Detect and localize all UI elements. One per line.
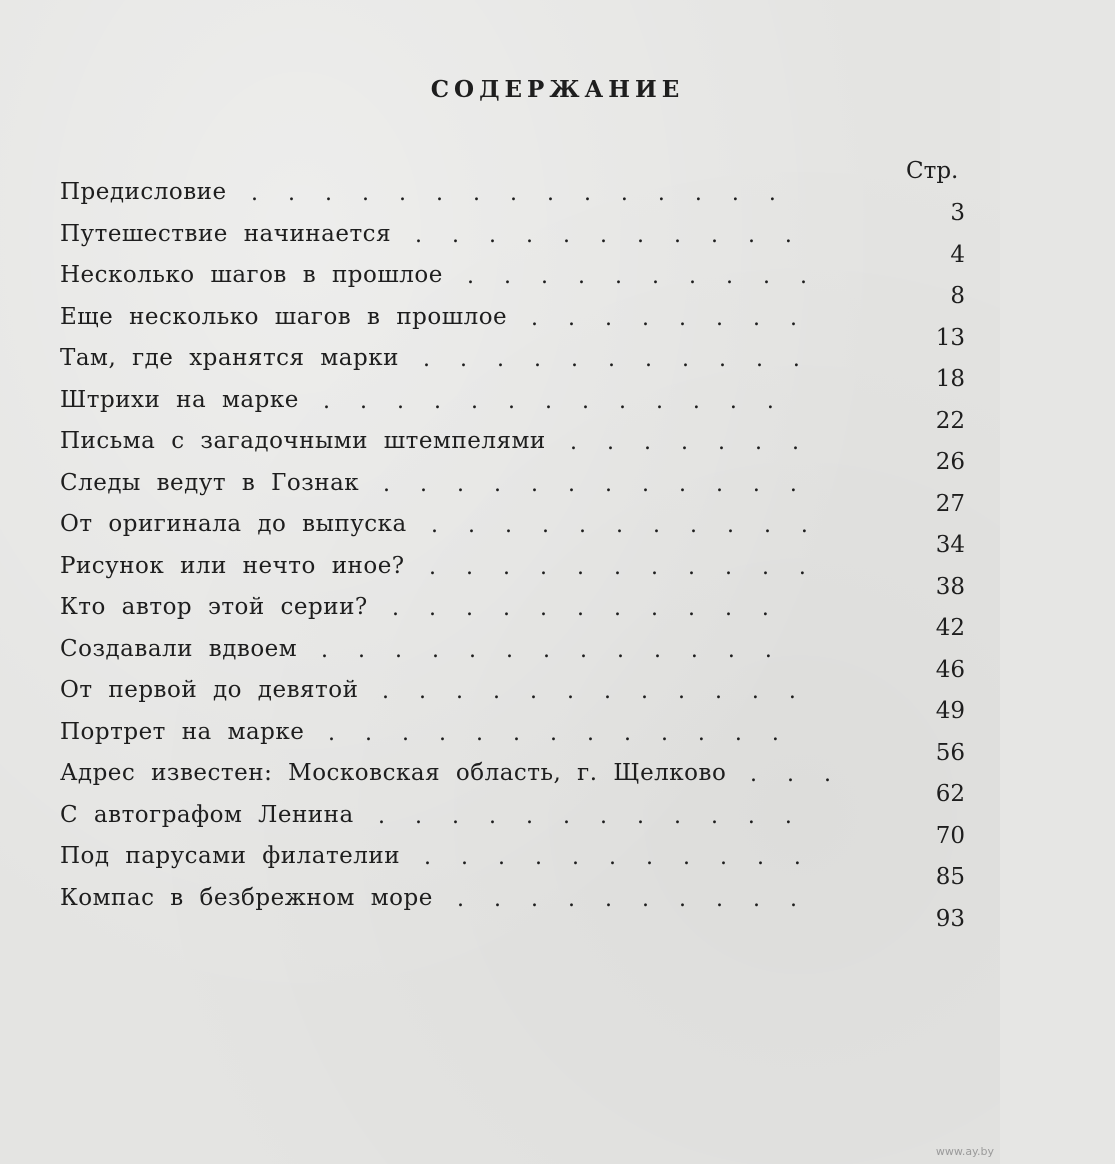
toc-entry [60, 421, 965, 475]
toc-entry-page: 46 [935, 656, 965, 683]
table-of-contents [60, 172, 965, 932]
toc-entry [60, 753, 965, 807]
toc-entry [60, 546, 965, 600]
toc-entry-page: 38 [935, 573, 965, 600]
toc-entry-title: Портрет на марке [60, 718, 305, 745]
toc-entry [60, 255, 965, 309]
toc-entry-page: 49 [935, 698, 965, 724]
toc-dot-leader: ........ [531, 305, 827, 331]
toc-entry-page: 62 [935, 781, 965, 807]
toc-entry-title: Штрихи на марке [60, 386, 299, 413]
toc-entry [60, 172, 965, 226]
toc-dot-leader: ............ [382, 679, 826, 704]
toc-dot-leader: ............ [378, 803, 822, 829]
toc-entry [60, 380, 965, 434]
toc-entry-page: 4 [950, 241, 965, 268]
toc-dot-leader: ............. [321, 637, 802, 663]
toc-entry-page: 85 [935, 864, 965, 890]
toc-entry-title: Рисунок или нечто иное? [60, 552, 405, 579]
toc-entry-title: Под парусами филателии [60, 843, 401, 869]
watermark: www.ay.by [935, 1145, 994, 1158]
toc-dot-leader: ............. [328, 720, 809, 746]
toc-dot-leader: ........... [429, 554, 836, 580]
toc-entry-page: 18 [935, 366, 965, 392]
toc-entry-page: 13 [935, 324, 965, 351]
toc-entry-title: С автографом Ленина [60, 801, 354, 828]
toc-entry [60, 587, 965, 641]
toc-entry-title: Адрес известен: Московская область, г. Щелково [60, 760, 727, 786]
toc-dot-leader: .......... [467, 264, 837, 289]
toc-dot-leader: ............. [323, 388, 804, 414]
toc-entry-title: Там, где хранятся марки [60, 345, 399, 371]
toc-entry-page: 93 [935, 905, 965, 932]
toc-entry-page: 22 [935, 407, 965, 434]
toc-entry-title: Создавали вдвоем [60, 635, 298, 662]
toc-dot-leader: ............ [383, 471, 827, 497]
toc-entry [60, 504, 965, 558]
toc-entry-page: 8 [950, 283, 965, 309]
page-title: СОДЕРЖАНИЕ [430, 76, 685, 103]
toc-entry-title: Несколько шагов в прошлое [60, 262, 443, 288]
toc-entry [60, 670, 965, 724]
toc-entry-title: Еще несколько шагов в прошлое [60, 303, 508, 330]
toc-entry [60, 836, 965, 890]
toc-entry [60, 463, 965, 517]
toc-entry-page: 70 [935, 822, 965, 849]
page-column-header: Стр. [906, 158, 959, 184]
toc-entry-page: 26 [935, 449, 965, 475]
toc-entry-title: От оригинала до выпуска [60, 511, 407, 537]
toc-entry-page: 56 [935, 739, 965, 766]
toc-entry [60, 214, 965, 268]
toc-entry [60, 878, 965, 932]
toc-entry [60, 297, 965, 351]
toc-dot-leader: .......... [457, 886, 827, 912]
toc-entry-title: Кто автор этой серии? [60, 594, 368, 620]
toc-dot-leader: ........... [392, 596, 799, 621]
toc-dot-leader: ....... [570, 430, 829, 455]
toc-entry-title: Предисловие [60, 179, 227, 205]
toc-entry-title: Следы ведут в Гознак [60, 469, 360, 496]
toc-entry [60, 629, 965, 683]
toc-entry-page: 34 [935, 532, 965, 558]
toc-entry-page: 27 [935, 490, 965, 517]
toc-entry [60, 338, 965, 392]
toc-dot-leader: ........... [415, 222, 822, 248]
toc-dot-leader: ........... [431, 513, 838, 538]
toc-entry-title: Компас в безбрежном море [60, 884, 433, 911]
toc-entry [60, 712, 965, 766]
toc-entry-title: Путешествие начинается [60, 220, 392, 247]
toc-entry [60, 795, 965, 849]
toc-entry-page: 42 [935, 615, 965, 641]
toc-dot-leader: ... [750, 762, 861, 787]
toc-dot-leader: ........... [423, 347, 830, 372]
toc-dot-leader: ............... [251, 181, 806, 206]
toc-entry-title: Письма с загадочными штемпелями [60, 428, 546, 454]
toc-entry-title: От первой до девятой [60, 677, 359, 703]
toc-dot-leader: ........... [424, 845, 831, 870]
toc-entry-page: 3 [950, 200, 965, 226]
